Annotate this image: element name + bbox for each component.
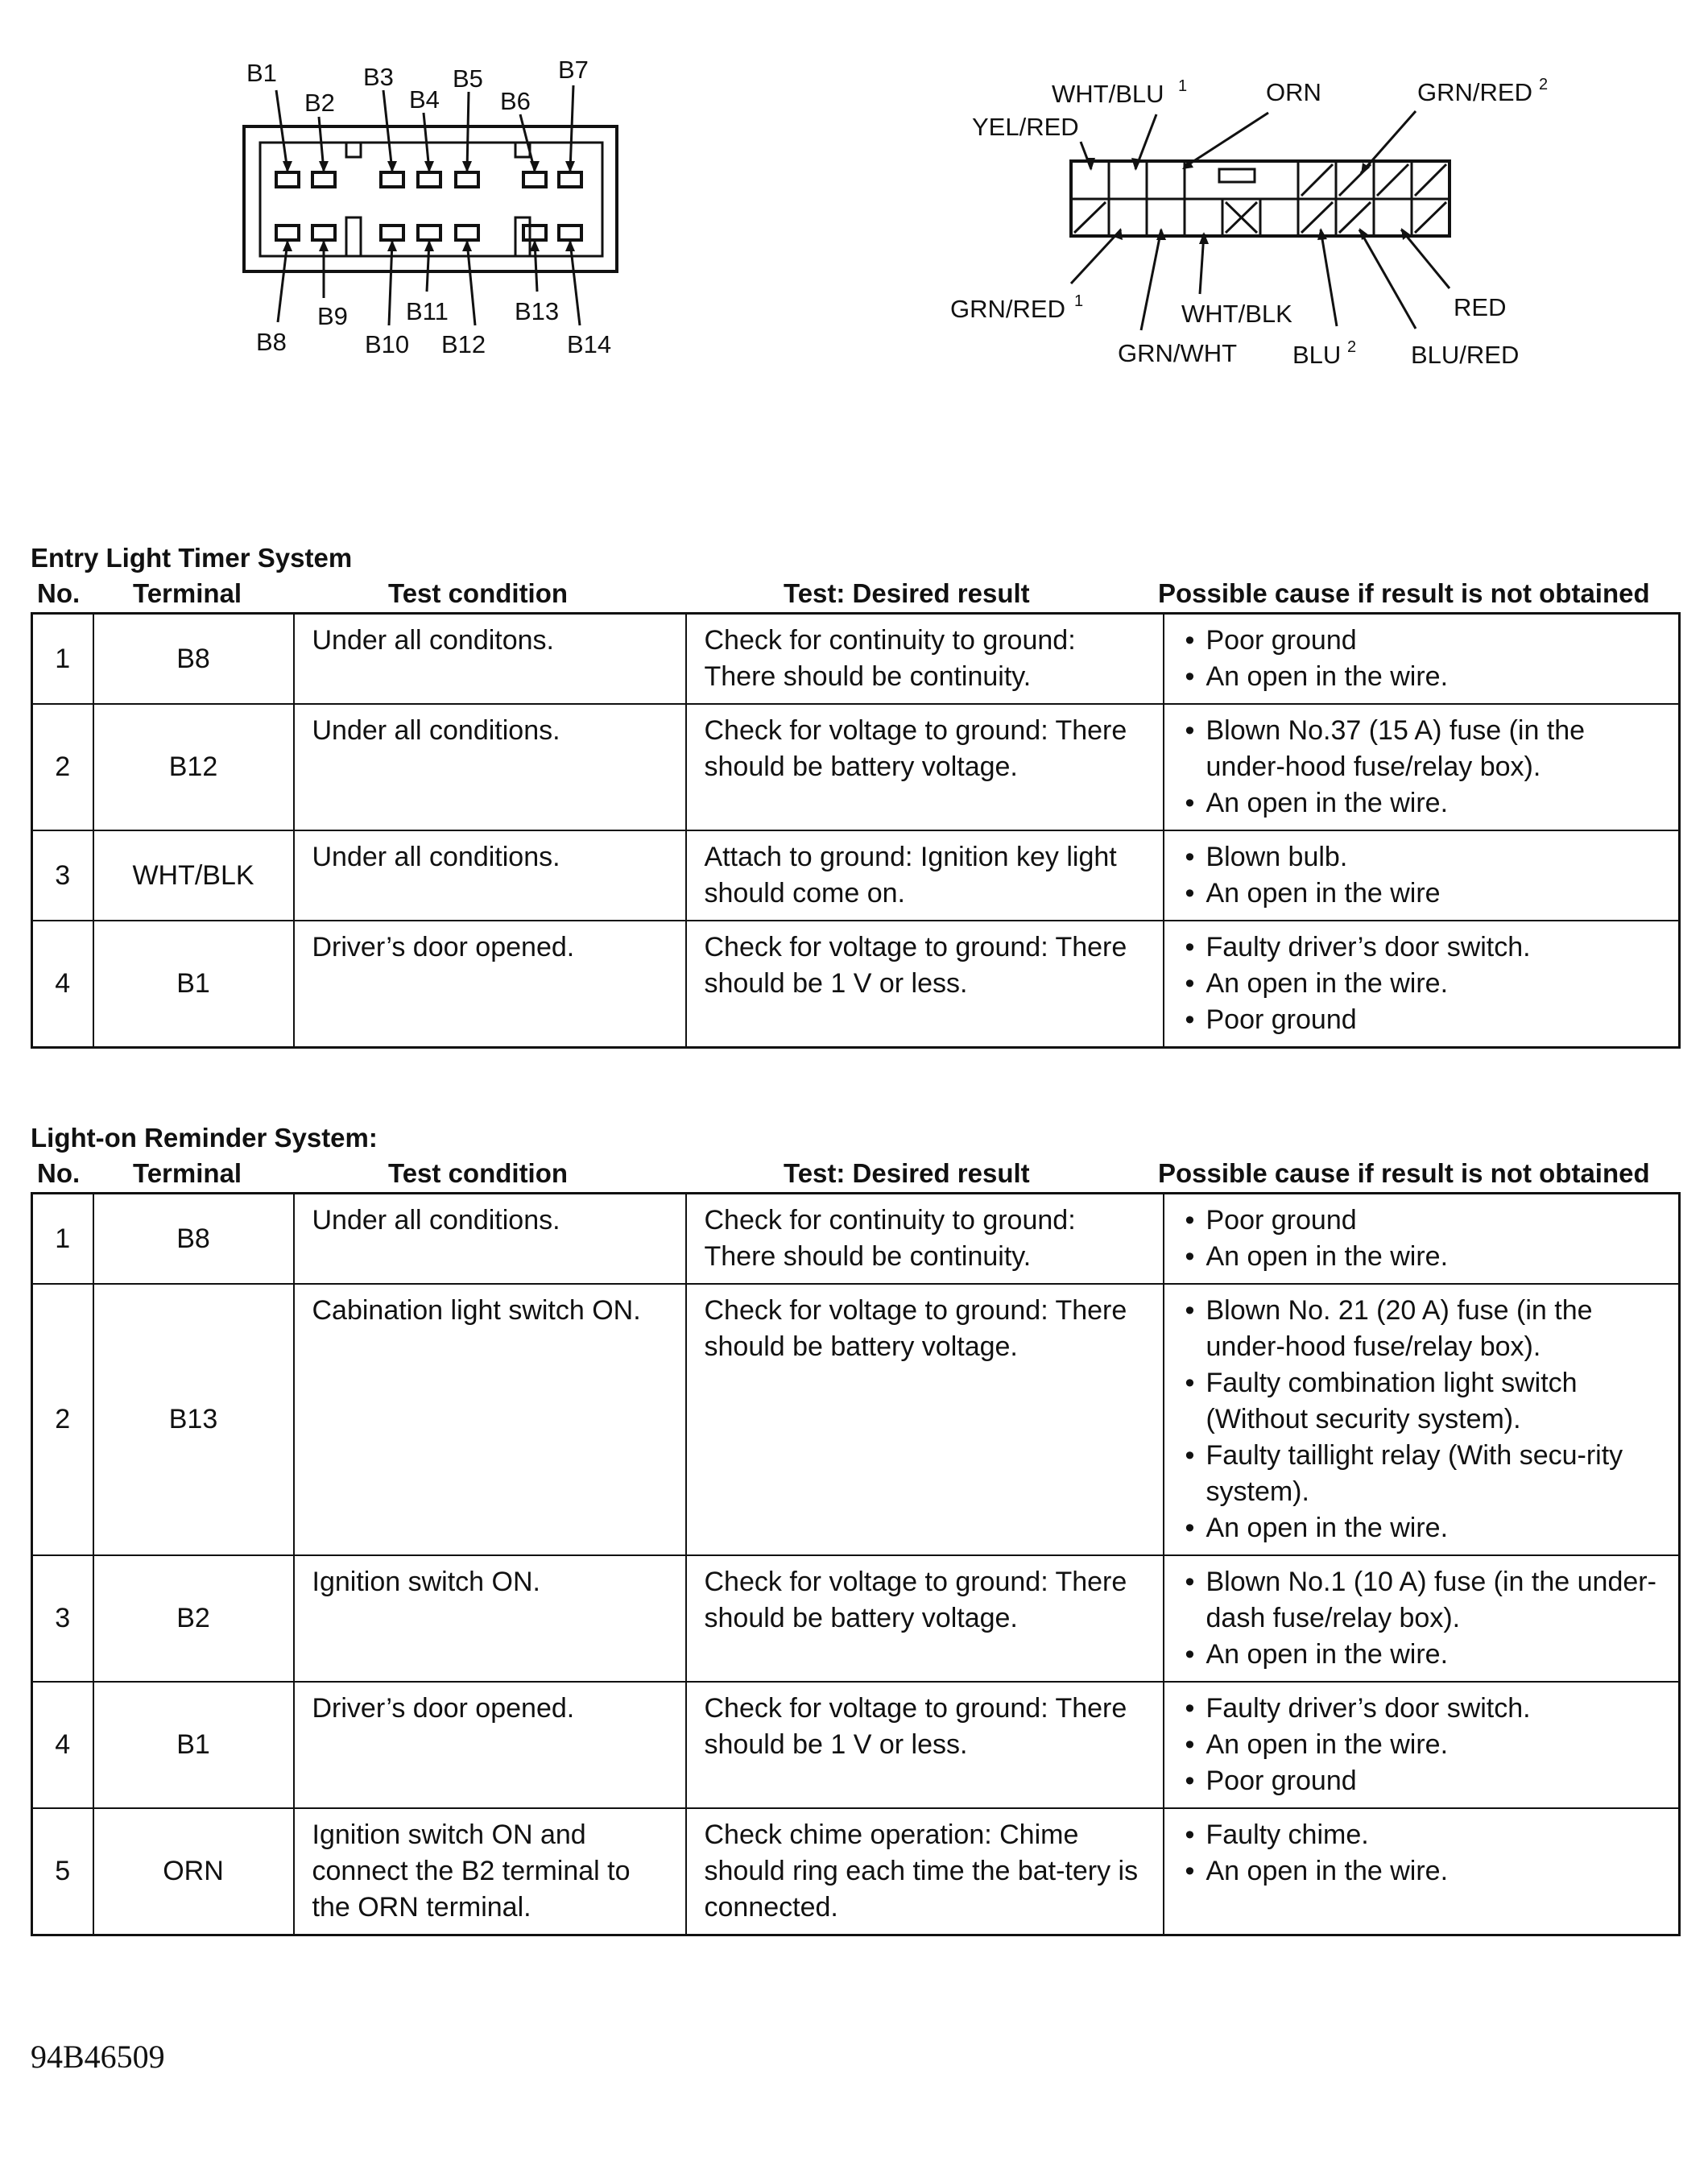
wire-label-red: RED bbox=[1454, 293, 1507, 321]
result-cell: Check for voltage to ground: There should be battery voltage. bbox=[686, 1284, 1164, 1555]
cause-cell bbox=[1164, 921, 1680, 1048]
cause-item: • Blown No.1 (10 A) fuse (in the under-dash fuse/relay box). bbox=[1182, 1564, 1665, 1637]
cause-list bbox=[1182, 929, 1665, 1038]
pin-label-b1: B1 bbox=[246, 59, 277, 87]
condition-cell: Driver’s door opened. bbox=[294, 921, 686, 1048]
cause-list bbox=[1182, 1817, 1665, 1890]
cause-item: • An open in the wire. bbox=[1182, 1637, 1665, 1673]
pin-socket bbox=[381, 172, 403, 187]
cause-item: • An open in the wire bbox=[1182, 876, 1665, 912]
pin-socket bbox=[559, 226, 581, 240]
terminal-cell: B1 bbox=[93, 1682, 294, 1808]
condition-cell: Under all conditions. bbox=[294, 1194, 686, 1285]
cause-item: • Blown No.37 (15 A) fuse (in the under-hood fuse/relay box). bbox=[1182, 713, 1665, 785]
pin-socket bbox=[523, 226, 546, 240]
table-row bbox=[32, 1284, 1680, 1555]
cause-item: • An open in the wire. bbox=[1182, 1853, 1665, 1890]
condition-cell: Under all conditions. bbox=[294, 704, 686, 830]
pin-label-b9: B9 bbox=[317, 302, 348, 330]
entry-light-timer-section bbox=[31, 541, 1678, 1049]
result-cell: Check for continuity to ground: There should be continuity. bbox=[686, 1194, 1164, 1285]
header-terminal: Terminal bbox=[133, 1158, 242, 1188]
wire-label-wht-blk: WHT/BLK bbox=[1181, 300, 1292, 328]
table-header bbox=[31, 1155, 1678, 1192]
wire-label-grn-red-1: GRN/RED bbox=[950, 295, 1065, 323]
header-result: Test: Desired result bbox=[784, 1158, 1030, 1188]
pin-label-b7: B7 bbox=[558, 56, 589, 84]
result-cell: Check for voltage to ground: There should be battery voltage. bbox=[686, 704, 1164, 830]
row-number: 3 bbox=[32, 1555, 93, 1682]
cause-item: • An open in the wire. bbox=[1182, 785, 1665, 822]
cause-cell bbox=[1164, 1194, 1680, 1285]
cause-item: • Faulty taillight relay (With secu-rity system). bbox=[1182, 1438, 1665, 1510]
cause-item: • An open in the wire. bbox=[1182, 659, 1665, 695]
table-row bbox=[32, 1194, 1680, 1285]
pin-socket bbox=[312, 172, 335, 187]
light-on-table bbox=[31, 1192, 1681, 1936]
table-row bbox=[32, 921, 1680, 1048]
pin-label-b12: B12 bbox=[441, 330, 486, 358]
table-row bbox=[32, 1808, 1680, 1935]
pin-label-b5: B5 bbox=[453, 64, 483, 93]
cause-item: • An open in the wire. bbox=[1182, 1510, 1665, 1546]
pin-socket bbox=[456, 226, 478, 240]
header-condition: Test condition bbox=[388, 578, 569, 608]
pin-socket bbox=[418, 172, 440, 187]
header-cause: Possible cause if result is not obtained bbox=[1158, 1158, 1650, 1188]
row-number: 4 bbox=[32, 921, 93, 1048]
header-no: No. bbox=[37, 578, 81, 608]
header-condition: Test condition bbox=[388, 1158, 569, 1188]
connector-latch bbox=[1219, 169, 1255, 182]
terminal-cell: ORN bbox=[93, 1808, 294, 1935]
cause-item: • Poor ground bbox=[1182, 623, 1665, 659]
cause-list bbox=[1182, 1203, 1665, 1275]
row-number: 3 bbox=[32, 830, 93, 921]
cause-cell bbox=[1164, 704, 1680, 830]
terminal-cell: WHT/BLK bbox=[93, 830, 294, 921]
result-cell: Check for voltage to ground: There should be 1 V or less. bbox=[686, 921, 1164, 1048]
wire-arrowheads bbox=[1086, 158, 1410, 244]
terminal-cell: B8 bbox=[93, 1194, 294, 1285]
wire-sup-wht-blu: 1 bbox=[1178, 77, 1188, 95]
cause-item: • Faulty driver’s door switch. bbox=[1182, 1691, 1665, 1727]
cause-list bbox=[1182, 623, 1665, 695]
terminal-cell: B8 bbox=[93, 614, 294, 705]
table-header bbox=[31, 575, 1678, 612]
pin-socket bbox=[312, 226, 335, 240]
row-number: 2 bbox=[32, 1284, 93, 1555]
wire-label-grn-red-2: GRN/RED bbox=[1417, 78, 1532, 106]
header-result: Test: Desired result bbox=[784, 578, 1030, 608]
wire-sup-grn-red-2: 2 bbox=[1539, 76, 1549, 93]
cause-item: • Blown bulb. bbox=[1182, 839, 1665, 876]
wire-label-blu-red: BLU/RED bbox=[1411, 341, 1520, 369]
result-cell: Attach to ground: Ignition key light should come on. bbox=[686, 830, 1164, 921]
cause-item: • An open in the wire. bbox=[1182, 1239, 1665, 1275]
wire-label-yel-red: YEL/RED bbox=[972, 113, 1079, 141]
pin-label-b10: B10 bbox=[365, 330, 410, 358]
pin-socket bbox=[381, 226, 403, 240]
condition-cell: Cabination light switch ON. bbox=[294, 1284, 686, 1555]
row-number: 1 bbox=[32, 614, 93, 705]
condition-cell: Under all conditons. bbox=[294, 614, 686, 705]
condition-cell: Under all conditions. bbox=[294, 830, 686, 921]
figure-code: 94B46509 bbox=[31, 2039, 165, 2075]
pin-label-b11: B11 bbox=[406, 297, 449, 325]
cause-list bbox=[1182, 1564, 1665, 1673]
table-row bbox=[32, 704, 1680, 830]
header-no: No. bbox=[37, 1158, 81, 1188]
cause-item: • Poor ground bbox=[1182, 1002, 1665, 1038]
pin-label-b3: B3 bbox=[363, 63, 394, 91]
pin-socket bbox=[559, 172, 581, 187]
row-number: 2 bbox=[32, 704, 93, 830]
section-title: Light-on Reminder System: bbox=[31, 1123, 378, 1153]
condition-cell: Ignition switch ON. bbox=[294, 1555, 686, 1682]
row-number: 4 bbox=[32, 1682, 93, 1808]
cause-cell bbox=[1164, 1555, 1680, 1682]
cause-item: • Poor ground bbox=[1182, 1203, 1665, 1239]
wire-label-orn: ORN bbox=[1266, 78, 1321, 106]
wire-sup-grn-red-1: 1 bbox=[1074, 292, 1084, 310]
table-row bbox=[32, 1555, 1680, 1682]
light-on-reminder-section bbox=[31, 1121, 1678, 1936]
cause-list bbox=[1182, 839, 1665, 912]
cause-item: • An open in the wire. bbox=[1182, 966, 1665, 1002]
row-number: 5 bbox=[32, 1808, 93, 1935]
result-cell: Check chime operation: Chime should ring each time the bat-tery is connected. bbox=[686, 1808, 1164, 1935]
pin-label-b4: B4 bbox=[409, 85, 440, 114]
pin-label-b6: B6 bbox=[500, 87, 531, 115]
pin-label-b13: B13 bbox=[515, 297, 560, 325]
table-row bbox=[32, 1682, 1680, 1808]
terminal-cell: B2 bbox=[93, 1555, 294, 1682]
cause-item: • Faulty driver’s door switch. bbox=[1182, 929, 1665, 966]
table-row bbox=[32, 614, 1680, 705]
pin-socket bbox=[418, 226, 440, 240]
result-cell: Check for voltage to ground: There should be 1 V or less. bbox=[686, 1682, 1164, 1808]
pin-socket bbox=[456, 172, 478, 187]
pin-socket bbox=[276, 226, 299, 240]
wire-label-wht-blu: WHT/BLU bbox=[1052, 80, 1164, 108]
pin-label-b14: B14 bbox=[567, 330, 612, 358]
cause-item: • Faulty combination light switch (Without security system). bbox=[1182, 1365, 1665, 1438]
section-title: Entry Light Timer System bbox=[31, 543, 353, 573]
terminal-cell: B13 bbox=[93, 1284, 294, 1555]
cause-item: • Faulty chime. bbox=[1182, 1817, 1665, 1853]
cause-cell bbox=[1164, 1808, 1680, 1935]
pin-label-b2: B2 bbox=[304, 89, 335, 117]
wire-label-grn-wht: GRN/WHT bbox=[1118, 339, 1238, 367]
result-cell: Check for continuity to ground: There should be continuity. bbox=[686, 614, 1164, 705]
terminal-cell: B1 bbox=[93, 921, 294, 1048]
entry-light-table bbox=[31, 612, 1681, 1049]
condition-cell: Ignition switch ON and connect the B2 terminal to the ORN terminal. bbox=[294, 1808, 686, 1935]
condition-cell: Driver’s door opened. bbox=[294, 1682, 686, 1808]
pin-socket bbox=[523, 172, 546, 187]
cause-item: • Blown No. 21 (20 A) fuse (in the under-hood fuse/relay box). bbox=[1182, 1293, 1665, 1365]
pin-label-b8: B8 bbox=[256, 328, 287, 356]
pin-socket bbox=[276, 172, 299, 187]
table-row bbox=[32, 830, 1680, 921]
cause-list bbox=[1182, 1691, 1665, 1799]
row-number: 1 bbox=[32, 1194, 93, 1285]
header-terminal: Terminal bbox=[133, 578, 242, 608]
cause-list bbox=[1182, 713, 1665, 822]
result-cell: Check for voltage to ground: There should be battery voltage. bbox=[686, 1555, 1164, 1682]
connector-diagrams bbox=[0, 0, 1708, 451]
cause-cell bbox=[1164, 1284, 1680, 1555]
wire-sup-blu-2: 2 bbox=[1347, 338, 1357, 356]
wire-label-blu-2: BLU bbox=[1292, 341, 1342, 369]
cause-item: • An open in the wire. bbox=[1182, 1727, 1665, 1763]
terminal-cell: B12 bbox=[93, 704, 294, 830]
header-cause: Possible cause if result is not obtained bbox=[1158, 578, 1650, 608]
cause-cell bbox=[1164, 830, 1680, 921]
cause-item: • Poor ground bbox=[1182, 1763, 1665, 1799]
cause-cell bbox=[1164, 614, 1680, 705]
cause-cell bbox=[1164, 1682, 1680, 1808]
cause-list bbox=[1182, 1293, 1665, 1546]
